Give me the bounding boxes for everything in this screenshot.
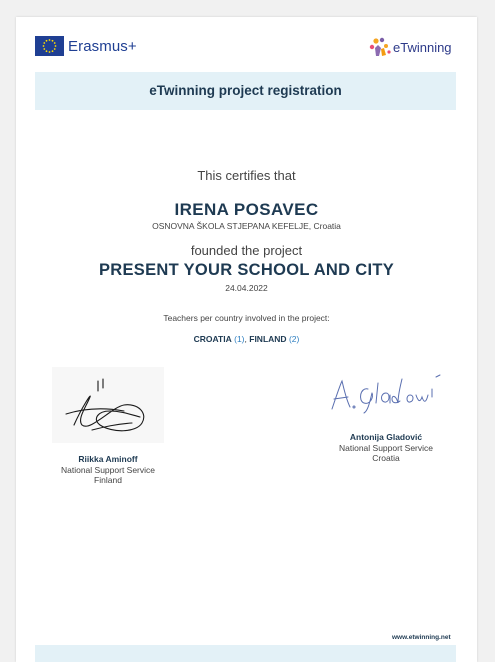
country-list [16,334,477,344]
country-count: (2) [288,334,300,344]
country-name: CROATIA [193,334,232,344]
certificate-header [16,17,477,73]
project-title: PRESENT YOUR SCHOOL AND CITY [98,261,395,279]
etwinning-logo-icon [368,36,393,60]
signature-image-left [52,367,164,443]
certificate-title: eTwinning project registration [149,83,342,98]
signer-name: Riikka Aminoff [78,454,138,464]
country-name: FINLAND [249,334,287,344]
signer-role: National Support Service [60,464,156,475]
signer-right [316,432,456,464]
signer-left [44,454,172,486]
founded-text: founded the project [190,243,303,258]
country-separator: , [244,334,250,344]
signer-role: National Support Service [338,442,434,453]
certificate-page [16,17,477,662]
signer-country: Croatia [372,453,400,463]
project-date: 24.04.2022 [225,283,268,293]
etwinning-logo-text: eTwinning [393,40,452,55]
signer-name: Antonija Gladović [349,432,423,442]
title-band [35,72,456,110]
signature-image-right [324,367,444,419]
website-link[interactable]: www.etwinning.net [392,634,451,641]
eu-flag-icon [35,36,64,56]
erasmus-logo-text: Erasmus+ [68,38,137,55]
bottom-band [35,645,456,662]
certifies-text: This certifies that [197,168,296,183]
signer-country: Finland [94,475,122,485]
country-count: (1) [234,334,245,344]
teachers-label: Teachers per country involved in the project: [163,313,330,323]
recipient-school: OSNOVNA ŠKOLA STJEPANA KEFELJE, Croatia [152,221,341,231]
recipient-name: IRENA POSAVEC [174,200,319,219]
